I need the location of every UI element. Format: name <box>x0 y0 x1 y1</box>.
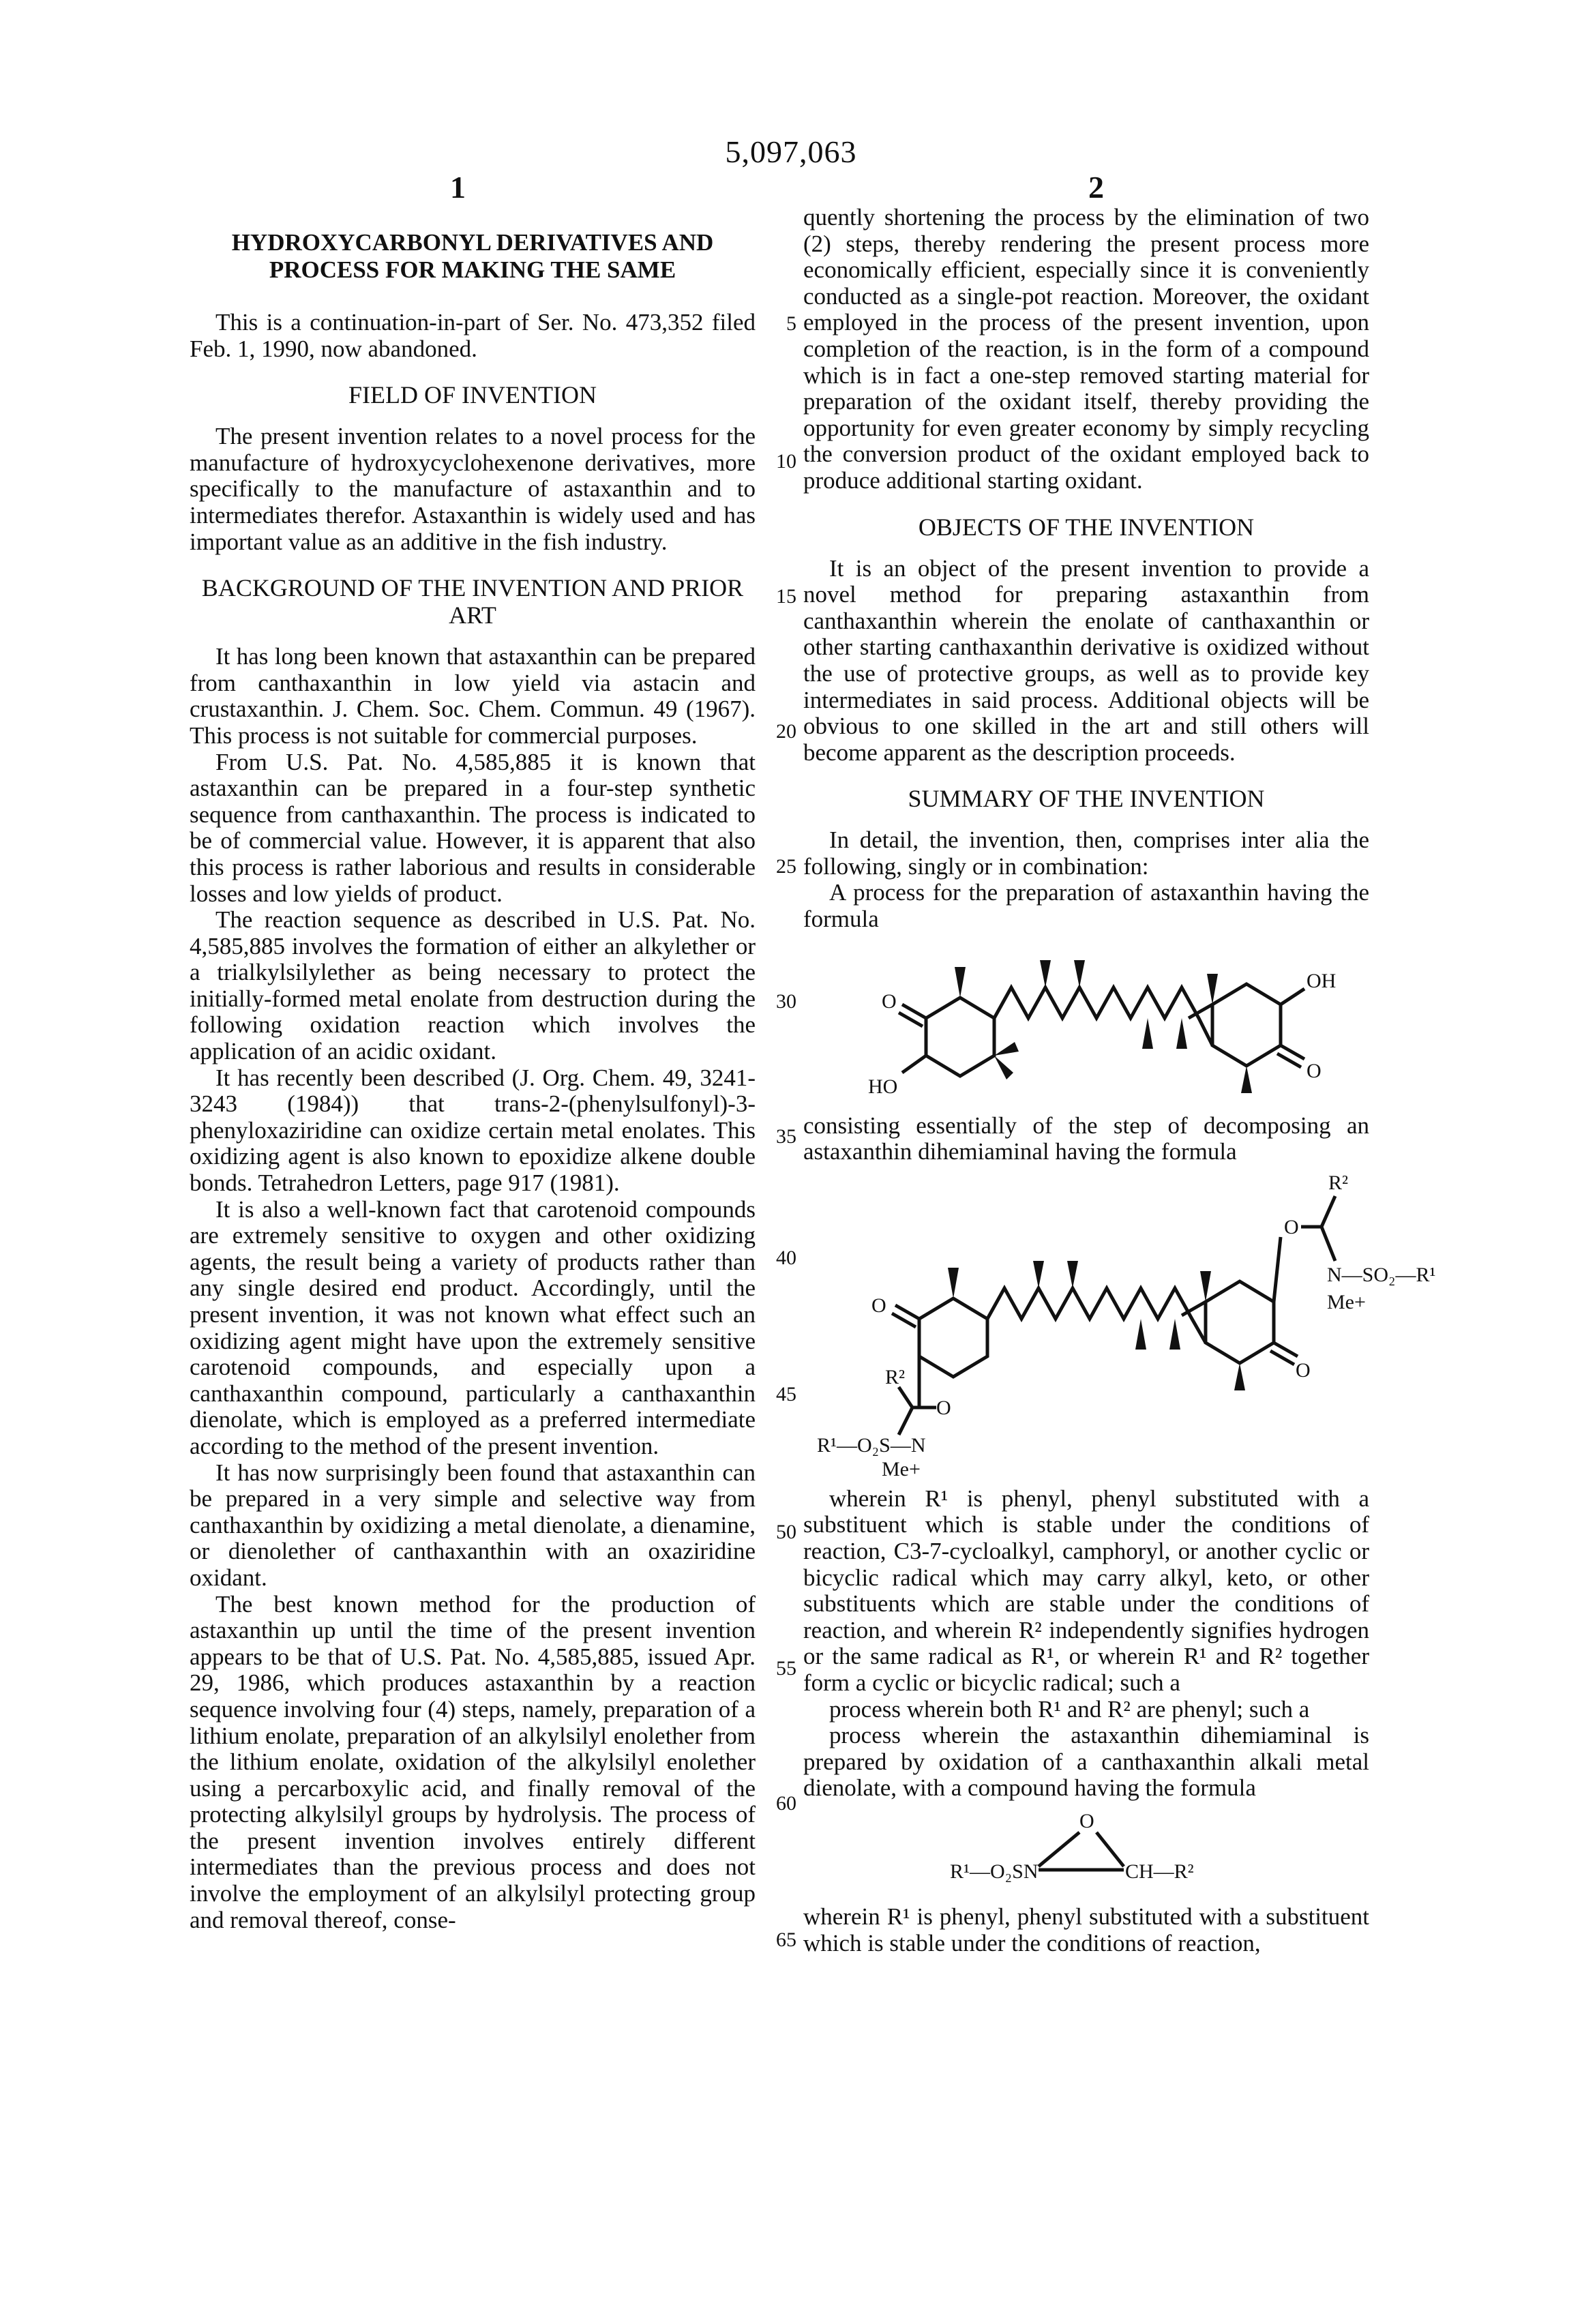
objects-heading: OBJECTS OF THE INVENTION <box>803 513 1369 541</box>
wherein-paragraph: wherein R¹ is phenyl, phenyl substituted with a substituent which is stable under the conditions of reaction, C3-7-cycloalkyl, camphoryl, or another cyclic or bicyclic radical which may carry alkyl, keto, or other substituents which are stable under the conditions of reaction, and wherein R² independently signifies hydrogen or the same radical as R¹, or wherein R¹ and R² together form a cyclic or bicyclic radical; such a <box>803 1486 1369 1697</box>
consisting-paragraph: consisting essentially of the step of decomposing an astaxanthin dihemiaminal having the formula <box>803 1113 1369 1165</box>
formula-label: Me+ <box>882 1458 921 1480</box>
left-ring <box>919 1298 987 1377</box>
line-number: 15 <box>765 585 796 608</box>
line-number: 45 <box>765 1383 796 1406</box>
background-paragraph: It is also a well-known fact that carotenoid compounds are extremely sensitive to oxygen and other oxidizing agents, the result being a variety of products rather than any single desired end product. Accordingly, until the present invention, it was not known what effect such an oxidizing agent might have upon the extremely sensitive carotenoid compounds, and especially upon a canthaxanthin compound, particularly a canthaxanthin dienolate, which is employed as a preferred intermediate according to the method of the present invention. <box>190 1197 756 1460</box>
summary-heading: SUMMARY OF THE INVENTION <box>803 785 1369 812</box>
continuation-paragraph: quently shortening the process by the elimination of two (2) steps, thereby rendering the present process more economically efficient, especially since it is conveniently conducted as a single-pot reaction. Moreover, the oxidant employed in the process of the present invention, upon completion of the reaction, is in the form of a compound which is in fact a one-step removed starting material for preparation of the oxidant itself, thereby providing the opportunity for even greater economy by simply recycling the conversion product of the oxidant employed back to produce additional starting oxidant. <box>803 205 1369 494</box>
background-paragraph: The reaction sequence as described in U.S. Pat. No. 4,585,885 involves the formation of either an alkylether or a trialkylsilylether as being necessary to protect the initially-formed metal enolate from destruction during the following oxidation reaction which involves the application of an acidic oxidant. <box>190 907 756 1065</box>
objects-paragraph: It is an object of the present invention to provide a novel method for preparing astaxanthin from canthaxanthin wherein the enolate of canthaxanthin or other starting canthaxanthin derivative is oxidized without the use of protective groups, as well as to provide key intermediates in said process. Additional objects will be obvious to one skilled in the art and still others will become apparent as the description proceeds. <box>803 556 1369 766</box>
background-paragraph: It has now surprisingly been found that astaxanthin can be prepared in a very simple and selective way from canthaxanthin by oxidizing a metal dienolate, a dienamine, or dienolether of canthaxanthin with an oxaziridine oxidant. <box>190 1460 756 1592</box>
line-number: 10 <box>765 450 796 473</box>
background-paragraph: It has recently been described (J. Org. Chem. 49, 3241-3243 (1984)) that trans-2-(phenylsulfonyl)-3-phenyloxaziridine can oxidize certain metal enolates. This oxidizing agent is also known to epoxidize alkene double bonds. Tetrahedron Letters, page 917 (1981). <box>190 1065 756 1197</box>
formula-label: O <box>871 1294 886 1317</box>
formula-label: HO <box>868 1075 897 1098</box>
formula-label: O <box>1307 1060 1322 1082</box>
column-number-right: 2 <box>1088 169 1104 205</box>
left-column <box>190 229 756 1933</box>
formula-label: Me+ <box>1327 1291 1366 1313</box>
formula-label: O <box>936 1397 951 1419</box>
line-number: 65 <box>765 1928 796 1952</box>
column-number-left: 1 <box>450 169 466 205</box>
line-number: 5 <box>765 312 796 336</box>
right-ring <box>1206 1281 1274 1363</box>
background-heading: BACKGROUND OF THE INVENTION AND PRIOR ART <box>190 574 756 629</box>
line-number: 35 <box>765 1125 796 1148</box>
line-number: 25 <box>765 855 796 878</box>
formula-label: O <box>1284 1216 1299 1238</box>
field-paragraph: The present invention relates to a novel process for the manufacture of hydroxycyclohexenone derivatives, more specifically to the manufacture of astaxanthin and to intermediates therefor. Astaxanthin is widely used and has important value as an additive in the fish industry. <box>190 423 756 555</box>
line-number: 20 <box>765 720 796 743</box>
line-number: 60 <box>765 1792 796 1815</box>
line-number: 40 <box>765 1247 796 1270</box>
process-prepared-paragraph: process wherein the astaxanthin dihemiaminal is prepared by oxidation of a canthaxanthin alkali metal dienolate, with a compound having the formula <box>803 1723 1369 1802</box>
formula-label: O <box>882 990 897 1013</box>
process-paragraph: A process for the preparation of astaxanthin having the formula <box>803 880 1369 932</box>
astaxanthin-formula <box>803 933 1369 1103</box>
formula-label: OH <box>1307 970 1336 992</box>
formula-label: R¹—O₂S—N <box>817 1434 925 1457</box>
line-number: 30 <box>765 990 796 1013</box>
right-ring <box>1212 984 1281 1066</box>
background-paragraph: It has long been known that astaxanthin can be prepared from canthaxanthin in low yield via astacin and crustaxanthin. J. Chem. Soc. Chem. Commun. 49 (1967). This process is not suitable for commercial purposes. <box>190 644 756 749</box>
formula-label: O <box>1296 1359 1311 1382</box>
formula-label: O <box>1079 1810 1094 1832</box>
left-ring <box>926 998 994 1076</box>
formula-label: CH—R² <box>1125 1860 1194 1883</box>
wherein-paragraph-2: wherein R¹ is phenyl, phenyl substituted with a substituent which is stable under the conditions of reaction, <box>803 1904 1369 1956</box>
background-paragraph: From U.S. Pat. No. 4,585,885 it is known that astaxanthin can be prepared in a four-step synthetic sequence from canthaxanthin. The process is indicated to be of commercial value. However, it is apparent that also this process is rather laborious and results in considerable losses and low yields of product. <box>190 749 756 908</box>
formula-label: N—SO₂—R¹ <box>1327 1264 1435 1286</box>
formula-label: R² <box>885 1366 905 1388</box>
intro-paragraph: This is a continuation-in-part of Ser. No. 473,352 filed Feb. 1, 1990, now abandoned. <box>190 310 756 362</box>
formula-label: R² <box>1328 1172 1348 1194</box>
line-number: 55 <box>765 1657 796 1680</box>
dihemiaminal-formula <box>803 1165 1369 1479</box>
formula-label: R¹—O₂SN <box>950 1860 1038 1883</box>
process-phenyl-paragraph: process wherein both R¹ and R² are phenyl; such a <box>803 1697 1369 1723</box>
oxaziridine-formula <box>803 1802 1369 1890</box>
right-column <box>803 205 1369 1956</box>
background-paragraph: The best known method for the production of astaxanthin up until the time of the present invention appears to be that of U.S. Pat. No. 4,585,885, issued Apr. 29, 1986, which produces astaxanthin by a reaction sequence involving four (4) steps, namely, preparation of a lithium enolate, preparation of an alkylsilyl enolether from the lithium enolate, oxidation of the alkylsilyl enolether using a percarboxylic acid, and finally removal of the protecting alkylsilyl groups by hydrolysis. The process of the present invention involves entirely different intermediates than the previous process and does not involve the employment of an alkylsilyl protecting group and removal thereof, conse- <box>190 1592 756 1934</box>
line-number: 50 <box>765 1521 796 1544</box>
patent-title: HYDROXYCARBONYL DERIVATIVES AND PROCESS FOR MAKING THE SAME <box>190 229 756 284</box>
patent-number: 5,097,063 <box>0 134 1582 170</box>
summary-paragraph: In detail, the invention, then, comprises inter alia the following, singly or in combination: <box>803 827 1369 880</box>
field-heading: FIELD OF INVENTION <box>190 381 756 408</box>
